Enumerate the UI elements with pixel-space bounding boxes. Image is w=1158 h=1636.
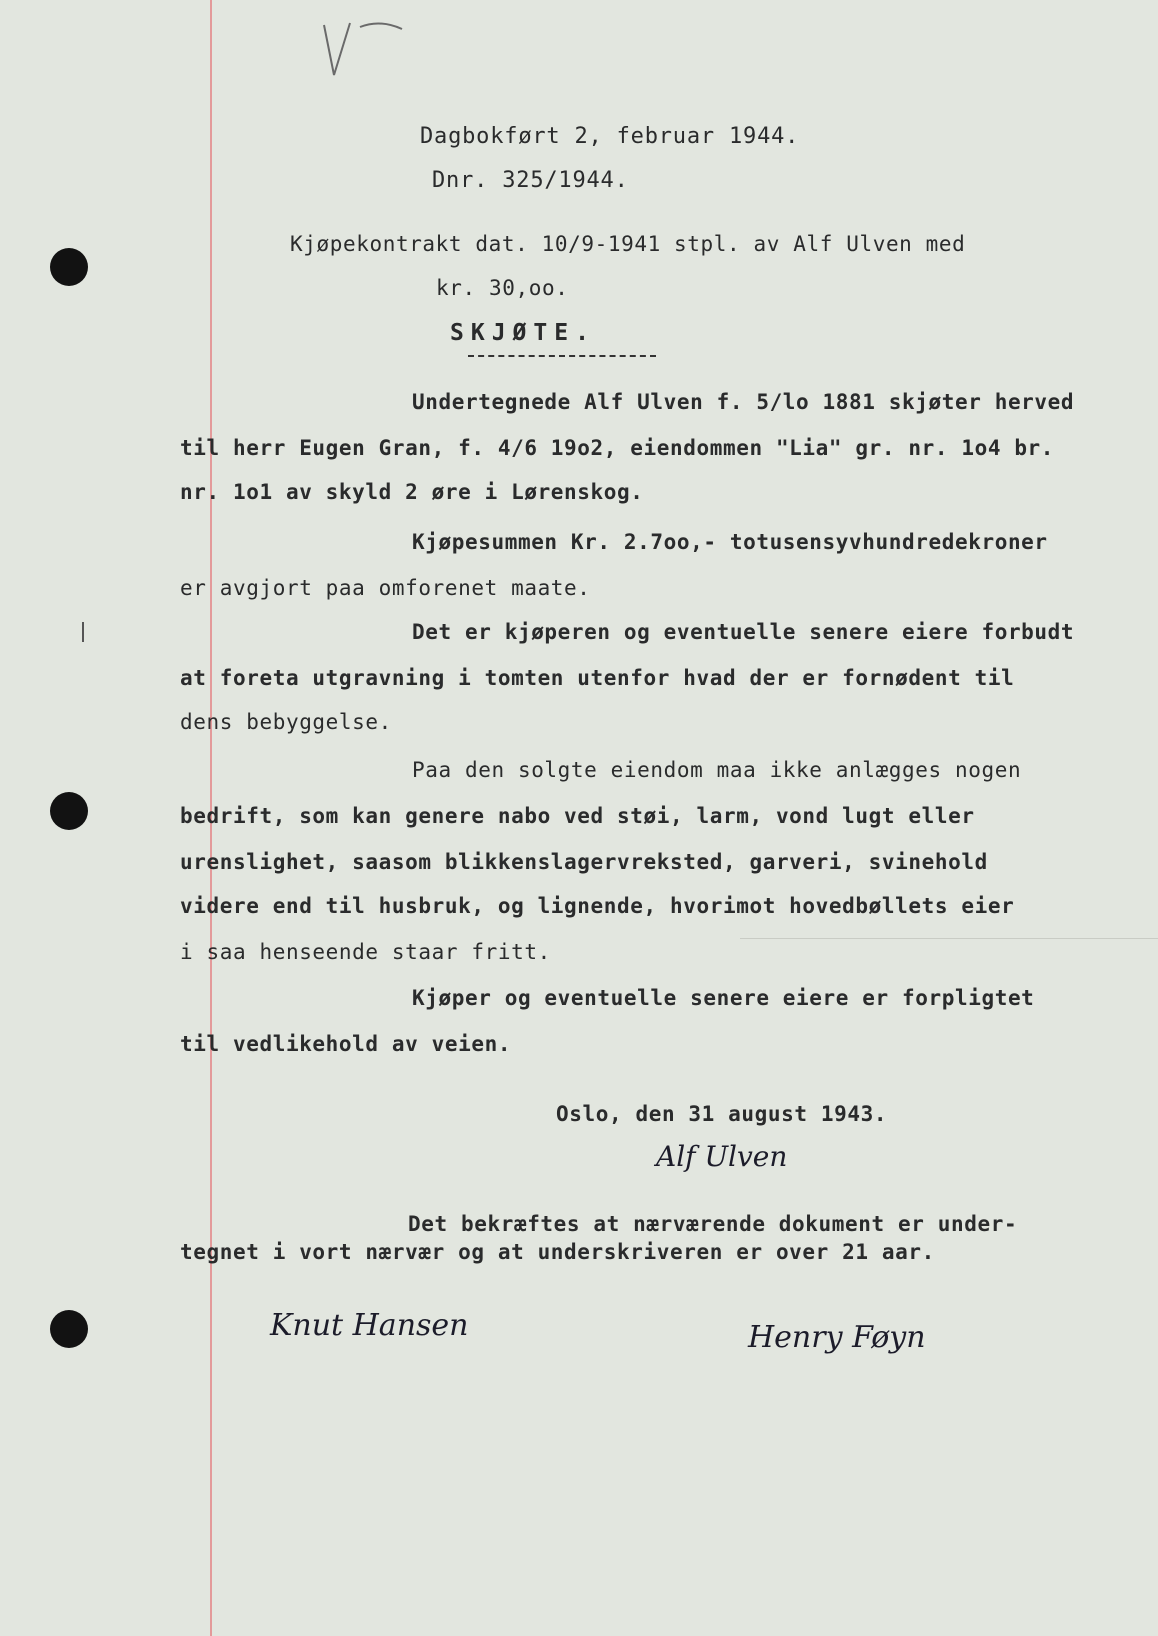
- attestation-line-1: Det bekræftes at nærværende dokument er under-: [408, 1212, 1018, 1236]
- body-line: Kjøper og eventuelle senere eiere er forpligtet: [412, 986, 1035, 1010]
- body-line: Det er kjøperen og eventuelle senere eiere forbudt: [412, 620, 1075, 644]
- dnr-line: Dnr. 325/1944.: [432, 168, 629, 193]
- body-line: til vedlikehold av veien.: [180, 1032, 512, 1056]
- pencil-check-mark: [320, 15, 410, 85]
- punch-hole-top: [50, 248, 88, 286]
- body-line: dens bebyggelse.: [180, 710, 392, 734]
- body-line: Paa den solgte eiendom maa ikke anlægges nogen: [412, 758, 1022, 782]
- punch-hole-bottom: [50, 1310, 88, 1348]
- punch-hole-middle: [50, 792, 88, 830]
- body-line: urenslighet, saasom blikkenslagervreksted, garveri, svinehold: [180, 850, 988, 874]
- place-date: Oslo, den 31 august 1943.: [556, 1102, 888, 1126]
- dagbok-line: Dagbokført 2, februar 1944.: [420, 124, 800, 149]
- body-line: Undertegnede Alf Ulven f. 5/lo 1881 skjøter herved: [412, 390, 1075, 414]
- witness-signature-2: Henry Føyn: [748, 1320, 926, 1355]
- attestation-line-2: tegnet i vort nærvær og at underskriveren er over 21 aar.: [180, 1240, 935, 1264]
- body-line: Kjøpesummen Kr. 2.7oo,- totusensyvhundredekroner: [412, 530, 1048, 554]
- seller-signature: Alf Ulven: [656, 1140, 788, 1173]
- body-line: til herr Eugen Gran, f. 4/6 19o2, eiendommen "Lia" gr. nr. 1o4 br.: [180, 436, 1055, 460]
- page-fold: [740, 938, 1158, 939]
- body-line: bedrift, som kan genere nabo ved støi, larm, vond lugt eller: [180, 804, 975, 828]
- stamp-note-line-2: kr. 30,oo.: [436, 276, 569, 300]
- body-line: nr. 1o1 av skyld 2 øre i Lørenskog.: [180, 480, 644, 504]
- stamp-note-line-1: Kjøpekontrakt dat. 10/9-1941 stpl. av Alf Ulven med: [290, 232, 966, 256]
- title-underline: [468, 355, 656, 357]
- body-line: at foreta utgravning i tomten utenfor hvad der er fornødent til: [180, 666, 1015, 690]
- body-line: er avgjort paa omforenet maate.: [180, 576, 591, 600]
- margin-tick-mark: [82, 622, 84, 642]
- witness-signature-1: Knut Hansen: [270, 1308, 469, 1343]
- body-line: videre end til husbruk, og lignende, hvorimot hovedbøllets eier: [180, 894, 1015, 918]
- body-line: i saa henseende staar fritt.: [180, 940, 551, 964]
- document-title: SKJØTE.: [450, 320, 596, 346]
